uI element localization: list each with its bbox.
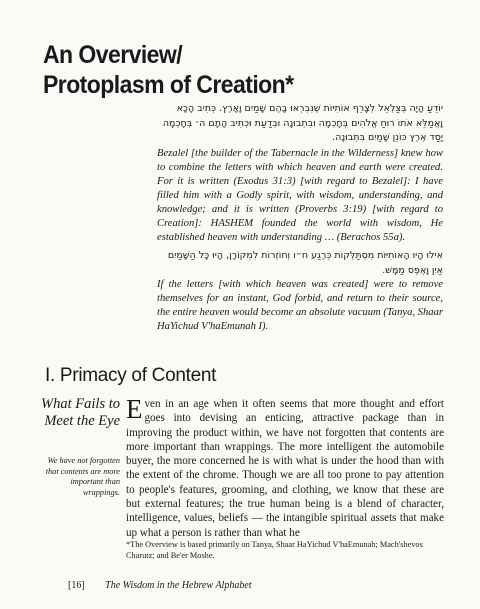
hebrew-quote-1: יוֹדֵעַ הָיָה בְּצַלְאֵל לְצָרֵף אוֹתִיּוֹת שֶׁנִּבְרְאוּ בָהֶם שָׁמַיִם וָאָרֶץ. כְּתִיב הָכָא וָאֲמַלֵּא אֹתוֹ רוּחַ אֱלֹהִים בְּחָכְמָה וּבִתְבוּנָה וּבְדַעַת וּכְתִיב הָתָם ה׳ בְּחָכְמָה יָסַד אֶרֶץ כּוֹנֵן שָׁמַיִם בִּתְבוּנָה.	[162, 103, 443, 143]
page-title	[43, 40, 294, 100]
page-footer	[68, 579, 252, 592]
english-translation-1: Bezalel [the builder of the Tabernacle in the Wilderness] knew how to combine the letters with which heaven and earth were created. For it is written (Exodus 31:3) [with regard to Bezalel]: I have filled him with a Godly spirit, with wisdom, understanding, and knowledge; and it is written (Proverbs 3:19) [with regard to Creation]: HASHEM founded the world with wisdom, He established heaven with understanding … (Berachos 55a).	[157, 147, 443, 244]
body-paragraph	[126, 394, 444, 540]
title-line-1: An Overview/	[43, 41, 183, 69]
footnote: *The Overview is based primarily on Tanya, Shaar HaYichud V'haEmunah; Mach'shevos Charutz; and Be'er Moshe.	[126, 540, 423, 560]
hebrew-quote-2: אִילוּ הָיוּ הָאוֹתִיּוֹת מִסְתַּלְּקוֹת כְּרֶגַע ח״ו וְחוֹזְרוֹת לִמְקוֹרָן, הָיוּ כָּל הַשָּׁמַיִם אַיִן וָאֶפֶס מַמָּשׁ.	[167, 250, 443, 276]
section-heading: I. Primacy of Content	[45, 365, 217, 386]
book-title: The Wisdom in the Hebrew Alphabet	[105, 580, 252, 591]
sidebar-title: What Fails to Meet the Eye	[41, 396, 120, 429]
english-translation-2: If the letters [with which heaven was created] were to remove themselves for an instant, God forbid, and return to their source, the entire heaven would become an absolute vacuum (Tanya, Shaar HaYichud V'haEmunah I).	[157, 279, 443, 333]
body-text: ven in an age when it often seems that more thought and effort goes into devising an enticing, attractive package than in improving the product within, we have not forgotten that contents are more important than wrappings. The more intelligent the automobile buyer, the more concerned he is with what is under the hood than with the extent of the chrome. Though we are all too prone to pay attention to people's features, grooming, and clothing, we know that these are but external features; the true human being is a blend of character, intelligence, values, beliefs — the intangible spiritual assets that make up what a person is rather than what he	[126, 398, 444, 539]
page-number: [16]	[68, 580, 85, 591]
sidebar-note: We have not forgotten that contents are more important than wrappings.	[45, 456, 120, 497]
title-line-2: Protoplasm of Creation*	[43, 71, 294, 99]
epigraph-quotes	[157, 102, 443, 335]
drop-cap: E	[126, 394, 143, 424]
